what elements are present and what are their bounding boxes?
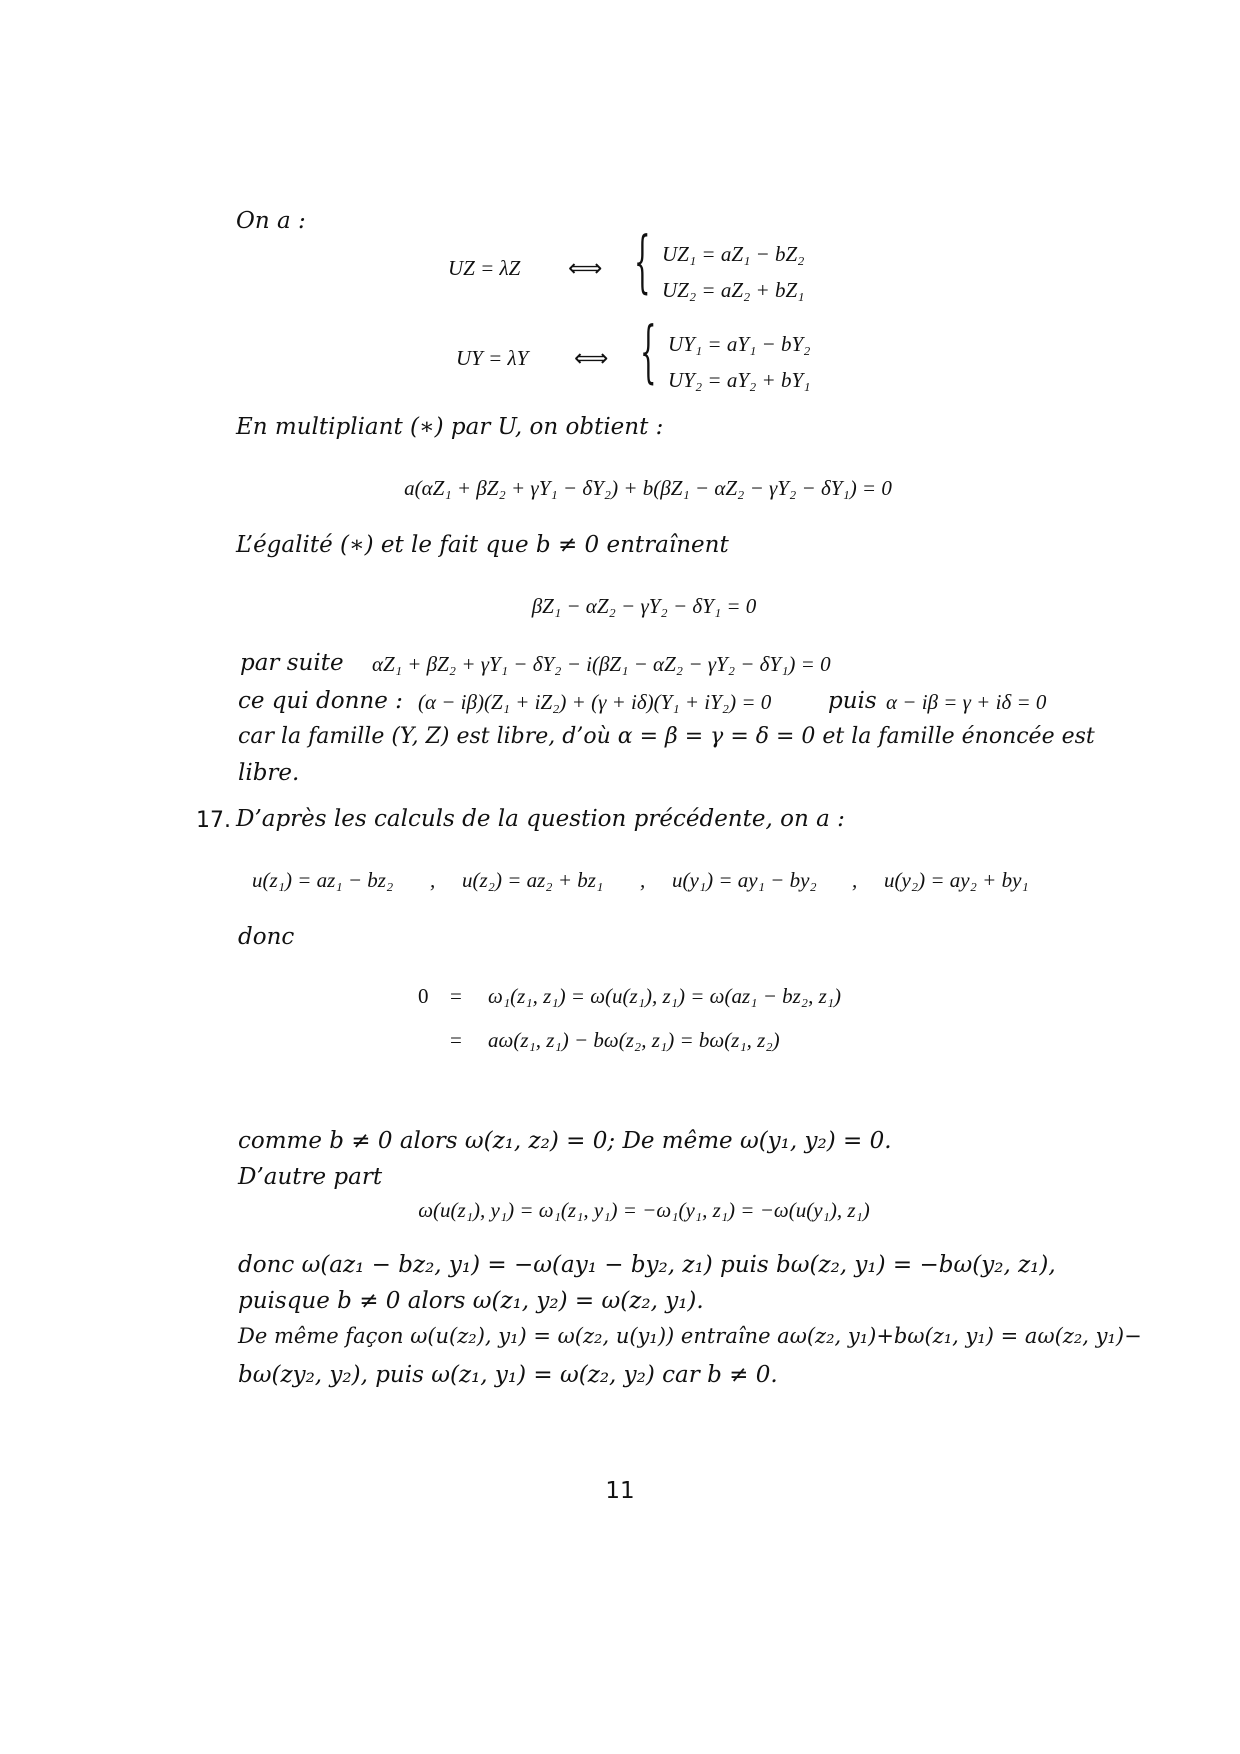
system-uz-lhs: UZ = λZ [448, 256, 521, 280]
donc-word: donc [238, 924, 295, 950]
align-row1-lhs: 0 [418, 984, 429, 1008]
u-z1-equation: u(z₁) = az₁ − bz₂ [252, 868, 394, 892]
comme-line: comme b ≠ 0 alors ω(z₁, z₂) = 0; De même ω(y₁, y₂) = 0. [238, 1128, 892, 1154]
car-famille-line: car la famille (Y, Z) est libre, d’où α = β = γ = δ = 0 et la famille énoncée est [238, 724, 1095, 749]
align-row2-rhs: aω(z₁, z₁) − bω(z₂, z₁) = bω(z₁, z₂) [488, 1028, 780, 1052]
left-brace: { [640, 314, 657, 393]
align-row2-equals: = [450, 1028, 462, 1052]
separator: , [430, 868, 436, 892]
u-y1-equation: u(y₁) = ay₁ − by₂ [672, 868, 817, 892]
system-uy-lhs: UY = λY [456, 346, 529, 370]
system-uz-eq2: UZ₂ = aZ₂ + bZ₁ [662, 278, 805, 302]
question-text: D’après les calculs de la question précédente, on a : [236, 806, 845, 832]
autre-part-line: D’autre part [238, 1164, 383, 1190]
donc-line: donc ω(az₁ − bz₂, y₁) = −ω(ay₁ − by₂, z₁) puis bω(z₂, y₁) = −bω(y₂, z₁), [238, 1252, 1056, 1278]
puis-word: puis [828, 688, 877, 714]
u-z2-equation: u(z₂) = az₂ + bz₁ [462, 868, 604, 892]
libre-word: libre. [238, 760, 300, 786]
u-y2-equation: u(y₂) = ay₂ + by₁ [884, 868, 1029, 892]
equivalence-symbol: ⟺ [574, 346, 609, 372]
question-number: 17. [196, 808, 231, 833]
par-suite-equation: αZ₁ + βZ₂ + γY₁ − δY₂ − i(βZ₁ − αZ₂ − γY₂ − δY₁) = 0 [372, 652, 831, 676]
puisque-line: puisque b ≠ 0 alors ω(z₁, y₂) = ω(z₂, y₁). [238, 1288, 704, 1314]
par-suite-label: par suite [240, 650, 344, 676]
page-number: 11 [605, 1478, 635, 1504]
ce-qui-donne-equation-2: α − iβ = γ + iδ = 0 [886, 690, 1047, 714]
equation-omega: ω(u(z₁), y₁) = ω₁(z₁, y₁) = −ω₁(y₁, z₁) = −ω(u(y₁), z₁) [418, 1198, 870, 1222]
separator: , [852, 868, 858, 892]
system-uy-eq1: UY₁ = aY₁ − bY₂ [668, 332, 811, 356]
align-row1-equals: = [450, 984, 462, 1008]
multiplying-text: En multipliant (∗) par U, on obtient : [236, 414, 664, 440]
separator: , [640, 868, 646, 892]
de-meme-line: De même façon ω(u(z₂), y₁) = ω(z₂, u(y₁)) entraîne aω(z₂, y₁)+bω(z₁, y₁) = aω(z₂, y₁)− [238, 1324, 1142, 1348]
equivalence-symbol: ⟺ [568, 256, 603, 282]
left-brace: { [634, 224, 651, 303]
equation-beta: βZ₁ − αZ₂ − γY₂ − δY₁ = 0 [531, 594, 757, 618]
egalite-text: L’égalité (∗) et le fait que b ≠ 0 entraînent [236, 532, 729, 558]
align-row1-rhs: ω₁(z₁, z₁) = ω(u(z₁), z₁) = ω(az₁ − bz₂, z₁) [488, 984, 842, 1008]
system-uy-eq2: UY₂ = aY₂ + bY₁ [668, 368, 811, 392]
intro-text: On a : [236, 208, 306, 234]
final-line: bω(zy₂, y₂), puis ω(z₁, y₁) = ω(z₂, y₂) car b ≠ 0. [238, 1362, 778, 1388]
equation-multiplied: a(αZ₁ + βZ₂ + γY₁ − δY₂) + b(βZ₁ − αZ₂ − γY₂ − δY₁) = 0 [404, 476, 892, 500]
system-uz-eq1: UZ₁ = aZ₁ − bZ₂ [662, 242, 805, 266]
ce-qui-donne-equation: (α − iβ)(Z₁ + iZ₂) + (γ + iδ)(Y₁ + iY₂) = 0 [418, 690, 772, 714]
ce-qui-donne-label: ce qui donne : [238, 688, 403, 714]
